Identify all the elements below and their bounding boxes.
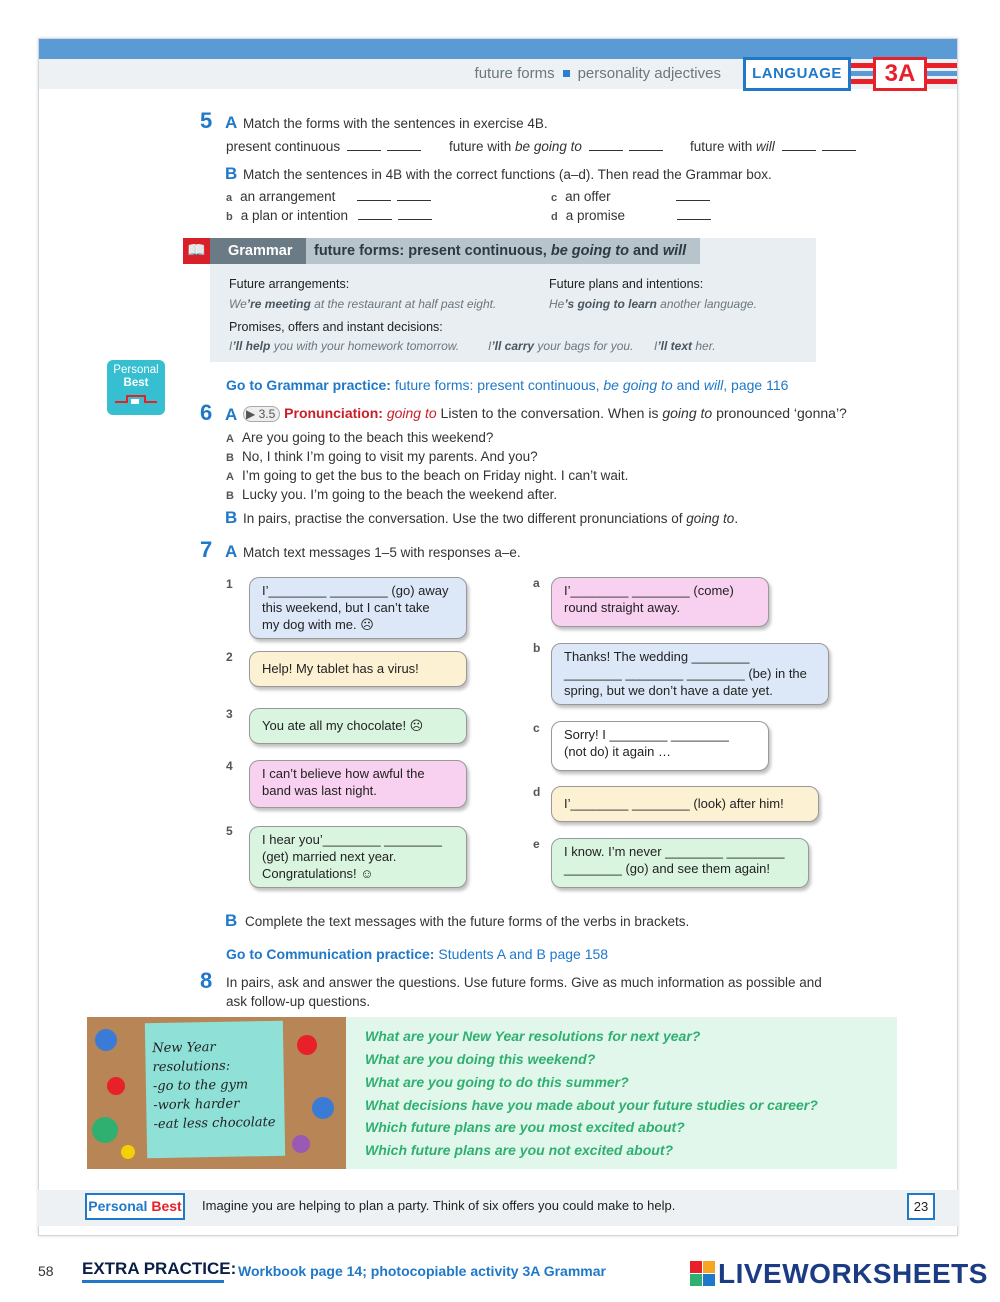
answer-blank[interactable] <box>782 139 816 151</box>
text-message-bubble: I can’t believe how awful the band was last night. <box>249 760 467 808</box>
exercise-7-number: 7 <box>200 537 213 562</box>
message-number: 4 <box>226 759 233 773</box>
question-4: What decisions have you made about your future studies or career? <box>365 1097 818 1113</box>
extra-practice-underline <box>82 1280 224 1283</box>
answer-blank[interactable] <box>358 208 392 220</box>
text-message-bubble: You ate all my chocolate! ☹ <box>249 708 467 744</box>
exercise-7a-instruction: Match text messages 1–5 with responses a–e. <box>243 545 521 560</box>
dialogue-line-4: B Lucky you. I’m going to the beach the weekend after. <box>226 487 558 502</box>
text-message-bubble: Help! My tablet has a virus! <box>249 651 467 687</box>
personal-best-tag: Personal Best <box>85 1193 185 1220</box>
podium-icon <box>113 390 159 406</box>
communication-practice-link[interactable]: Go to Communication practice: Students A and B page 158 <box>226 946 609 962</box>
confetti <box>292 1135 310 1153</box>
response-letter: a <box>533 576 540 590</box>
grammar-plans-heading: Future plans and intentions: <box>549 277 704 291</box>
answer-blank[interactable] <box>676 189 710 201</box>
grammar-arrangements-example: We’re meeting at the restaurant at half past eight. <box>229 297 497 311</box>
exercise-6a-letter: A <box>225 405 238 424</box>
confetti <box>92 1117 118 1143</box>
dialogue-line-1: A Are you going to the beach this weekend? <box>226 430 494 445</box>
exercise-6-number: 6 <box>200 400 213 425</box>
exercise-7b-letter: B <box>225 911 238 930</box>
exercise-5a-instruction: Match the forms with the sentences in exercise 4B. <box>243 116 548 131</box>
grammar-practice-link[interactable]: Go to Grammar practice: future forms: present continuous, be going to and will, page 116 <box>226 377 789 393</box>
confetti <box>107 1077 125 1095</box>
confetti <box>312 1097 334 1119</box>
grammar-promise-example-3: I’ll text her. <box>654 339 716 353</box>
response-bubble: Sorry! I ________ ________ (not do) it again … <box>551 721 769 771</box>
grammar-promises-heading: Promises, offers and instant decisions: <box>229 320 443 334</box>
answer-blank[interactable] <box>397 189 431 201</box>
answer-blank[interactable] <box>357 189 391 201</box>
function-c: c an offer <box>551 189 713 204</box>
answer-blank[interactable] <box>398 208 432 220</box>
grammar-arrangements-heading: Future arrangements: <box>229 277 350 291</box>
exercise-5a-form-present-continuous: present continuous <box>226 139 424 154</box>
function-b: b a plan or intention <box>226 208 435 223</box>
language-badge: LANGUAGE <box>743 57 851 91</box>
grammar-label: Grammar <box>210 238 306 264</box>
exercise-8-instruction-line-1: In pairs, ask and answer the questions. Use future forms. Give as much information as possible and <box>226 975 822 990</box>
confetti <box>95 1029 117 1051</box>
response-letter: d <box>533 785 541 799</box>
liveworksheets-icon <box>690 1261 716 1287</box>
confetti <box>297 1035 317 1055</box>
function-d: d a promise <box>551 208 714 223</box>
liveworksheets-logo: LIVEWORKSHEETS <box>690 1258 988 1290</box>
footer-page-number: 58 <box>38 1263 54 1279</box>
response-letter: e <box>533 837 540 851</box>
confetti <box>121 1145 135 1159</box>
book-icon: 📖 <box>183 238 210 264</box>
response-letter: b <box>533 641 541 655</box>
answer-blank[interactable] <box>629 139 663 151</box>
exercise-5-number: 5 <box>200 108 213 133</box>
response-bubble: I know. I’m never ________ ________ ________ (go) and see them again! <box>551 838 809 888</box>
page-number-box: 23 <box>907 1193 935 1220</box>
audio-play-button[interactable]: ▶ 3.5 <box>243 406 280 422</box>
question-5: Which future plans are you most excited about? <box>365 1119 685 1135</box>
extra-practice-label: EXTRA PRACTICE: <box>82 1259 237 1278</box>
exercise-5a-letter: A <box>225 113 238 132</box>
response-bubble: I’________ ________ (look) after him! <box>551 786 819 822</box>
grammar-promise-example-1: I’ll help you with your homework tomorrow. <box>229 339 460 353</box>
message-number: 5 <box>226 824 233 838</box>
message-number: 1 <box>226 577 233 591</box>
exercise-7b-instruction: Complete the text messages with the future forms of the verbs in brackets. <box>245 914 690 929</box>
response-bubble: I’________ ________ (come) round straight away. <box>551 577 769 627</box>
question-2: What are you doing this weekend? <box>365 1051 596 1067</box>
unit-topics <box>475 65 721 82</box>
play-icon: ▶ <box>246 407 256 421</box>
resolutions-note: New Year resolutions: -go to the gym -work harder -eat less chocolate <box>145 1021 285 1158</box>
personal-best-task: Imagine you are helping to plan a party. Think of six offers you could make to help. <box>202 1198 676 1213</box>
text-message-bubble: I hear you’________ ________ (get) married next year. Congratulations! ☺ <box>249 826 467 888</box>
message-number: 3 <box>226 707 233 721</box>
dialogue-line-3: A I’m going to get the bus to the beach on Friday night. I can’t wait. <box>226 468 629 483</box>
exercise-8-instruction-line-2: ask follow-up questions. <box>226 994 371 1009</box>
question-3: What are you going to do this summer? <box>365 1074 629 1090</box>
answer-blank[interactable] <box>387 139 421 151</box>
topic-personality-adjectives: personality adjectives <box>577 65 721 82</box>
answer-blank[interactable] <box>677 208 711 220</box>
square-bullet-icon <box>563 70 570 77</box>
personal-best-badge: Personal Best <box>107 360 165 415</box>
exercise-6b-letter: B <box>225 508 238 527</box>
unit-badge: 3A <box>873 57 927 91</box>
grammar-promise-example-2: I’ll carry your bags for you. <box>488 339 634 353</box>
exercise-5a-form-will: future with will <box>690 139 859 154</box>
top-color-bar <box>39 39 957 59</box>
exercise-7a-letter: A <box>225 542 238 561</box>
exercise-5a-form-going-to: future with be going to <box>449 139 666 154</box>
answer-blank[interactable] <box>589 139 623 151</box>
extra-practice-text: Workbook page 14; photocopiable activity 3A Grammar <box>238 1263 606 1279</box>
exercise-5b-letter: B <box>225 164 238 183</box>
question-6: Which future plans are you not excited about? <box>365 1142 674 1158</box>
message-number: 2 <box>226 650 233 664</box>
answer-blank[interactable] <box>347 139 381 151</box>
question-1: What are your New Year resolutions for next year? <box>365 1028 701 1044</box>
topic-future-forms: future forms <box>474 65 555 82</box>
grammar-title: future forms: present continuous, be going to and will <box>306 238 700 264</box>
grammar-plans-example: He’s going to learn another language. <box>549 297 757 311</box>
text-message-bubble: I’________ ________ (go) away this weekend, but I can’t take my dog with me. ☹ <box>249 577 467 639</box>
response-bubble: Thanks! The wedding ________ ________ ________ ________ (be) in the spring, but we don’t have a date yet. <box>551 643 829 705</box>
dialogue-line-2: B No, I think I’m going to visit my parents. And you? <box>226 449 538 464</box>
function-a: a an arrangement <box>226 189 434 204</box>
answer-blank[interactable] <box>822 139 856 151</box>
exercise-6b-instruction: In pairs, practise the conversation. Use the two different pronunciations of going to. <box>243 511 739 526</box>
resolutions-photo <box>87 1017 346 1169</box>
response-letter: c <box>533 721 540 735</box>
exercise-5b-instruction: Match the sentences in 4B with the correct functions (a–d). Then read the Grammar box. <box>243 167 772 182</box>
exercise-8-number: 8 <box>200 968 213 993</box>
exercise-6a-instruction: ▶ 3.5 Pronunciation: going to Listen to the conversation. When is going to pronounced ‘gonna’? <box>243 405 847 422</box>
